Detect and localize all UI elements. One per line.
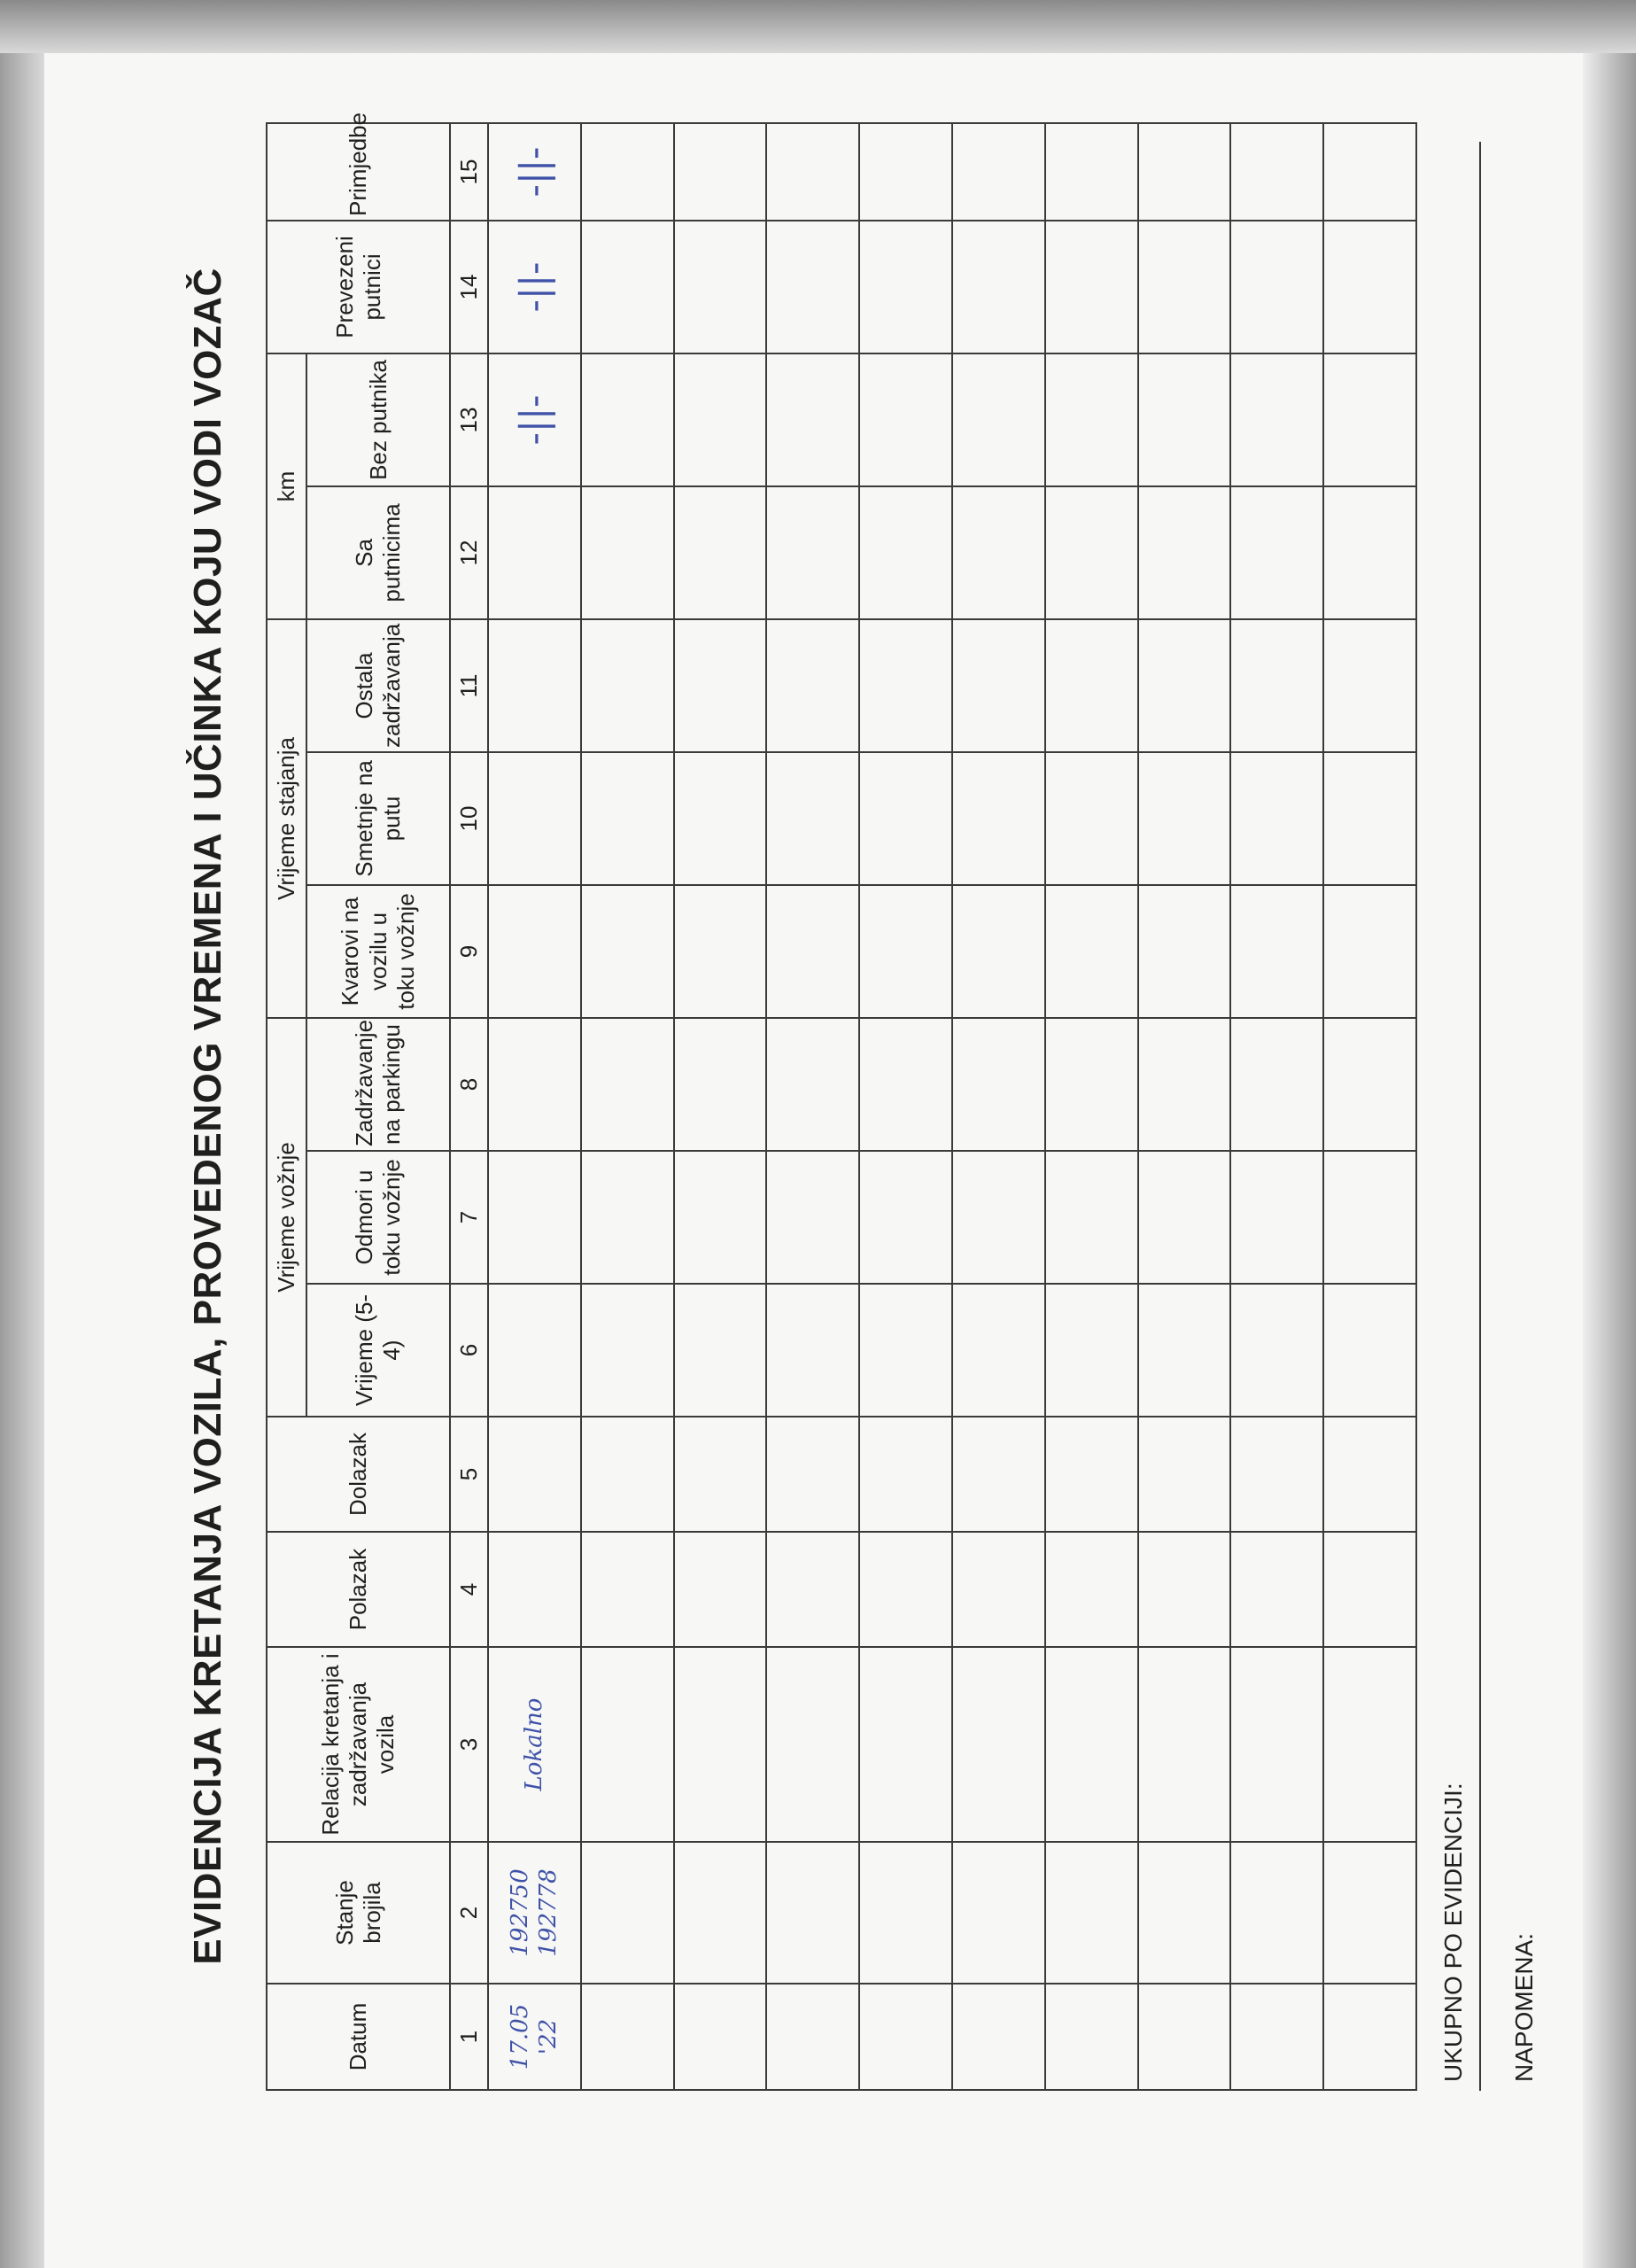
vehicle-log-form <box>186 112 1559 2091</box>
col-number: 11 <box>450 619 488 752</box>
col-number: 4 <box>450 1532 488 1647</box>
col-bez-putnika: Bez putnika <box>306 353 451 486</box>
table-row <box>674 123 767 2090</box>
col-relacija: Relacija kretanja i zadržavanja vozila <box>267 1647 450 1842</box>
entry-datum: 17.05 '22 <box>488 1984 581 2090</box>
col-zadrzavanje-parking: Zadržavanje na parkingu <box>306 1018 451 1151</box>
page-edge-right <box>1583 0 1636 2268</box>
entry-stanje-brojila: 192750 192778 <box>488 1842 581 1984</box>
col-primjedbe: Primjedbe <box>267 123 450 221</box>
col-number: 12 <box>450 486 488 619</box>
group-vrijeme-stajanja: Vrijeme stajanja <box>267 619 306 1018</box>
col-polazak: Polazak <box>267 1532 450 1647</box>
col-number: 3 <box>450 1647 488 1842</box>
col-number: 6 <box>450 1284 488 1417</box>
col-number: 13 <box>450 353 488 486</box>
table-row <box>859 123 952 2090</box>
col-datum: Datum <box>267 1984 450 2090</box>
entry-prevezeni-putnici: -||- <box>488 221 581 353</box>
col-kvarovi: Kvarovi na vozilu u toku vožnje <box>306 885 451 1018</box>
col-number: 10 <box>450 752 488 885</box>
page-edge-left <box>0 0 49 2268</box>
table-row <box>1230 123 1323 2090</box>
group-vrijeme-voznje: Vrijeme vožnje <box>267 1018 306 1417</box>
col-number: 7 <box>450 1151 488 1284</box>
table-row <box>1138 123 1231 2090</box>
col-smetnje: Smetnje na putu <box>306 752 451 885</box>
page-edge-top <box>0 0 1636 53</box>
col-number: 2 <box>450 1842 488 1984</box>
col-number: 5 <box>450 1417 488 1532</box>
col-number: 1 <box>450 1984 488 2090</box>
col-stanje-brojila: Stanje brojila <box>267 1842 450 1984</box>
table-row <box>766 123 859 2090</box>
col-dolazak: Dolazak <box>267 1417 450 1532</box>
col-prevezeni-putnici: Prevezeni putnici <box>267 221 450 353</box>
group-km: km <box>267 353 306 619</box>
table-row <box>488 123 581 2090</box>
log-table <box>266 112 1417 2091</box>
footer-ukupno: UKUPNO PO EVIDENCIJI: <box>1439 1783 1467 2082</box>
table-row <box>1323 123 1416 2090</box>
entry-primjedbe: -||- <box>488 123 581 221</box>
column-number-row <box>450 123 488 2090</box>
table-row <box>952 123 1045 2090</box>
col-number: 15 <box>450 123 488 221</box>
col-number: 8 <box>450 1018 488 1151</box>
entry-bez-putnika: -||- <box>488 353 581 486</box>
col-odmori: Odmori u toku vožnje <box>306 1151 451 1284</box>
form-title: EVIDENCIJA KRETANJA VOZILA, PROVEDENOG VREMENA I UČINKA KOJU VODI VOZAČ <box>186 268 229 1965</box>
entry-relacija: Lokalno <box>488 1647 581 1842</box>
col-ostala-zadrzavanja: Ostala zadržavanja <box>306 619 451 752</box>
col-vrijeme: Vrijeme (5-4) <box>306 1284 451 1417</box>
col-number: 14 <box>450 221 488 353</box>
footer-divider <box>1479 142 1481 2091</box>
table-row <box>581 123 674 2090</box>
table-row <box>1045 123 1138 2090</box>
col-sa-putnicima: Sa putnicima <box>306 486 451 619</box>
col-number: 9 <box>450 885 488 1018</box>
footer-napomena: NAPOMENA: <box>1510 1932 1538 2082</box>
